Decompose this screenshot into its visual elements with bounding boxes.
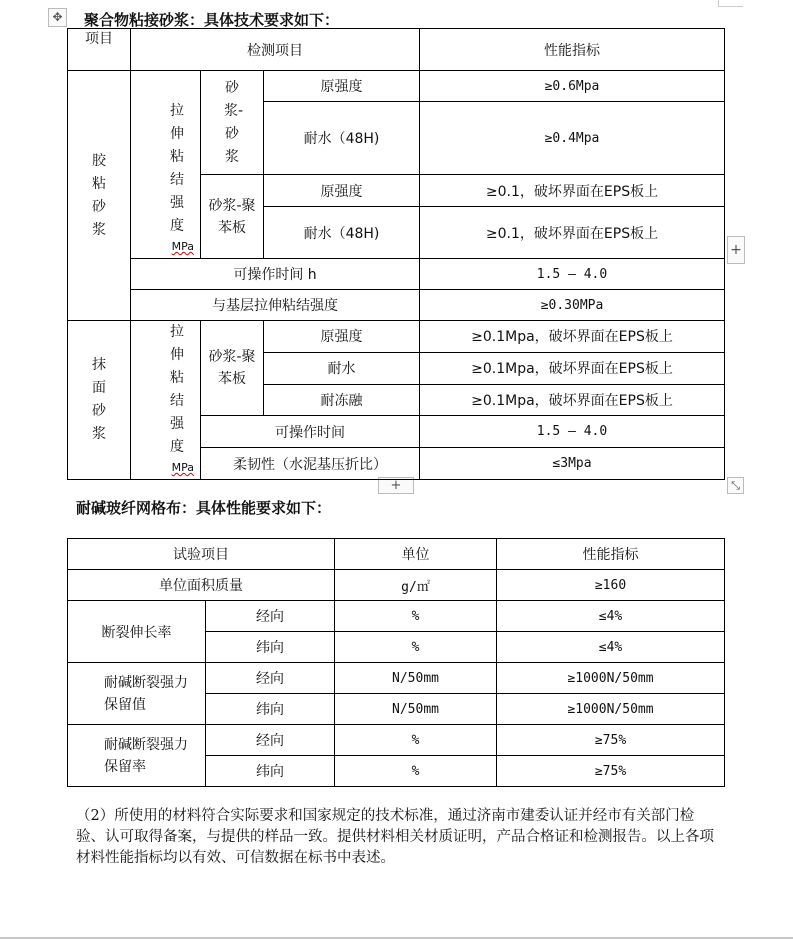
mesh-spec-table [67, 538, 725, 787]
elong-warp-value: ≤4% [497, 601, 725, 632]
header-test-item-2: 试验项目 [68, 539, 335, 570]
alkr-weft-unit: % [335, 756, 497, 787]
value-eps-water: ≥0.1，破坏界面在EPS板上 [420, 207, 725, 259]
tensile-bond-strength-label: 拉伸粘结强度 MPa [131, 71, 201, 259]
header-performance-2: 性能指标 [497, 539, 725, 570]
alkr-warp-value: ≥75% [497, 725, 725, 756]
unit-mpa: MPa [171, 240, 194, 253]
alkr-warp: 经向 [206, 725, 335, 756]
unit-area-mass: g/㎡ [335, 570, 497, 601]
mortar-mortar-label: 砂浆-砂浆 [201, 71, 264, 175]
page-bottom-rule [0, 937, 793, 939]
row-flexibility: 柔韧性（水泥基压折比） [201, 448, 420, 480]
row-orig-strength: 原强度 [264, 71, 420, 102]
table-resize-handle[interactable]: ⤡ [727, 477, 744, 494]
heading-mortar: 聚合物粘接砂浆：具体技术要求如下： [84, 11, 340, 29]
row-eps-orig: 原强度 [264, 175, 420, 207]
header-test-item: 检测项目 [131, 29, 420, 71]
compliance-paragraph: （2）所使用的材料符合实际要求和国家规定的技术标准，通过济南市建委认证并经市有关部门检验、认可取得备案，与提供的样品一致。提供材料相关材质证明，产品合格证和检测报告。以上各项材料性能指标均以有效、可信数据在标书中表述。 [76, 808, 714, 866]
header-unit: 单位 [335, 539, 497, 570]
value-eps-orig: ≥0.1，破坏界面在EPS板上 [420, 175, 725, 207]
alkv-weft-value: ≥1000N/50mm [497, 694, 725, 725]
alkv-weft: 纬向 [206, 694, 335, 725]
alkr-warp-unit: % [335, 725, 497, 756]
table-move-handle[interactable]: ✥ [48, 8, 67, 27]
group-adhesive-mortar: 胶粘砂浆 [68, 71, 131, 321]
add-column-button[interactable]: + [727, 236, 745, 264]
row-water-resist: 耐水（48H) [264, 102, 420, 175]
row-plaster-orig: 原强度 [264, 321, 420, 353]
value-area-mass: ≥160 [497, 570, 725, 601]
value-base-bond: ≥0.30MPa [420, 290, 725, 321]
row-base-bond: 与基层拉伸粘结强度 [131, 290, 420, 321]
row-eps-water: 耐水（48H) [264, 207, 420, 259]
elong-weft-unit: % [335, 632, 497, 663]
row-alkali-retention-rate: 耐碱断裂强力保留率 [68, 725, 206, 787]
row-area-mass: 单位面积质量 [68, 570, 335, 601]
mortar-eps-label: 砂浆-聚苯板 [201, 175, 264, 259]
alkv-warp-unit: N/50mm [335, 663, 497, 694]
value-flexibility: ≤3Mpa [420, 448, 725, 480]
alkv-warp: 经向 [206, 663, 335, 694]
unit-mpa-2: MPa [171, 461, 194, 474]
value-orig-strength: ≥0.6Mpa [420, 71, 725, 102]
mortar-spec-table [67, 28, 725, 480]
alkv-weft-unit: N/50mm [335, 694, 497, 725]
value-water-resist: ≥0.4Mpa [420, 102, 725, 175]
value-plaster-freeze: ≥0.1Mpa，破坏界面在EPS板上 [420, 384, 725, 416]
elong-warp: 经向 [206, 601, 335, 632]
value-operable-time-h: 1.5 — 4.0 [420, 259, 725, 290]
header-performance: 性能指标 [420, 29, 725, 71]
value-plaster-orig: ≥0.1Mpa，破坏界面在EPS板上 [420, 321, 725, 353]
top-right-corner-mark [718, 0, 743, 7]
heading-mesh: 耐碱玻纤网格布：具体性能要求如下： [76, 499, 332, 517]
alkv-warp-value: ≥1000N/50mm [497, 663, 725, 694]
row-operable-time-h: 可操作时间 h [131, 259, 420, 290]
add-row-button[interactable]: + [378, 477, 414, 494]
group-plaster-mortar: 抹面砂浆 [68, 321, 131, 480]
row-plaster-freeze: 耐冻融 [264, 384, 420, 416]
tensile-bond-strength-label-2: 拉伸粘结强度 MPa [131, 321, 201, 480]
elong-weft: 纬向 [206, 632, 335, 663]
row-elongation: 断裂伸长率 [68, 601, 206, 663]
elong-warp-unit: % [335, 601, 497, 632]
row-alkali-retention-value: 耐碱断裂强力保留值 [68, 663, 206, 725]
elong-weft-value: ≤4% [497, 632, 725, 663]
row-plaster-optime: 可操作时间 [201, 416, 420, 448]
alkr-weft-value: ≥75% [497, 756, 725, 787]
alkr-weft: 纬向 [206, 756, 335, 787]
value-plaster-optime: 1.5 — 4.0 [420, 416, 725, 448]
mortar-eps-label-2: 砂浆-聚苯板 [201, 321, 264, 416]
row-plaster-water: 耐水 [264, 352, 420, 384]
value-plaster-water: ≥0.1Mpa，破坏界面在EPS板上 [420, 352, 725, 384]
header-item: 项目 [68, 29, 131, 71]
